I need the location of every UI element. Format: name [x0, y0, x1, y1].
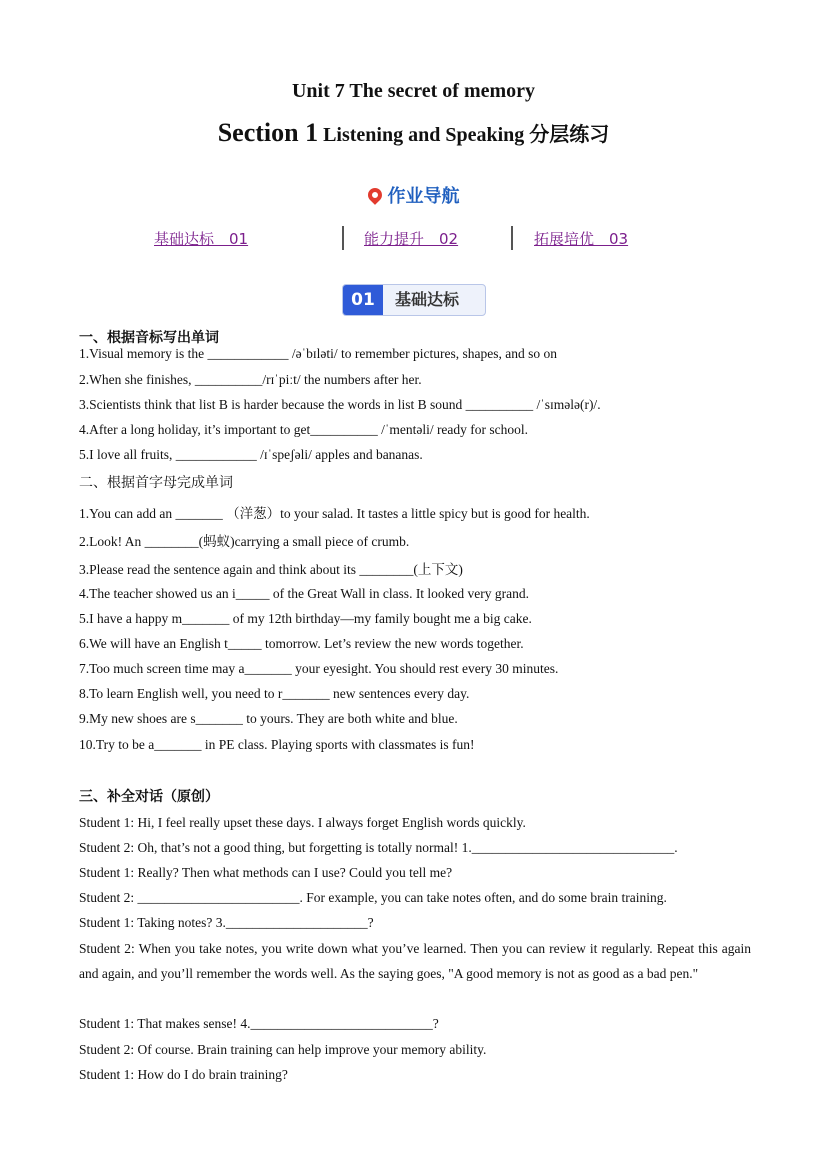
part2-item: 10.Try to be a_______ in PE class. Playing sports with classmates is fun! — [79, 737, 475, 752]
badge-number: 01 — [343, 285, 383, 315]
part2-item: 4.The teacher showed us an i_____ of the Great Wall in class. It looked very grand. — [79, 586, 530, 601]
part1-item: 5.I love all fruits, ____________ /ɪˈspeʃəli/ apples and bananas. — [79, 447, 423, 462]
part1-heading: 一、根据音标写出单词 — [79, 330, 219, 346]
dialogue-line: Student 2: Oh, that’s not a good thing, but forgetting is totally normal! 1.______________________________. — [79, 840, 678, 855]
section-badge — [342, 284, 486, 316]
dialogue-line: Student 1: How do I do brain training? — [79, 1067, 288, 1082]
nav-divider — [511, 226, 513, 250]
dialogue-line: Student 2: ________________________. For example, you can take notes often, and do some brain training. — [79, 890, 667, 905]
part2-item: 7.Too much screen time may a_______ your eyesight. You should rest every 30 minutes. — [79, 661, 559, 676]
nav-divider — [342, 226, 344, 250]
part1-item: 2.When she finishes, __________/rɪˈpiːt/ the numbers after her. — [79, 372, 422, 387]
nav-link-extension[interactable]: 拓展培优 03 — [534, 230, 629, 248]
homework-nav-heading: 作业导航 — [0, 182, 827, 208]
part1-item: 1.Visual memory is the ____________ /əˈbɪləti/ to remember pictures, shapes, and so on — [79, 346, 557, 361]
part2-item: 9.My new shoes are s_______ to yours. They are both white and blue. — [79, 711, 458, 726]
part2-item: 8.To learn English well, you need to r_______ new sentences every day. — [79, 686, 470, 701]
part2-item: 5.I have a happy m_______ of my 12th birthday—my family bought me a big cake. — [79, 611, 532, 626]
part1-item: 3.Scientists think that list B is harder because the words in list B sound __________ /ˈsɪmələ(r)/. — [79, 397, 601, 412]
dialogue-line: Student 1: That makes sense! 4.___________________________? — [79, 1016, 439, 1031]
dialogue-line: Student 1: Taking notes? 3._____________________? — [79, 915, 374, 930]
part2-item: 3.Please read the sentence again and think about its ________(上下文) — [79, 562, 463, 577]
dialogue-line: Student 1: Really? Then what methods can I use? Could you tell me? — [79, 865, 453, 880]
part2-item: 1.You can add an _______ （洋葱）to your salad. It tastes a little spicy but is good for health. — [79, 506, 590, 521]
nav-link-basic[interactable]: 基础达标 01 — [154, 230, 249, 248]
part2-item: 6.We will have an English t_____ tomorrow. Let’s review the new words together. — [79, 636, 524, 651]
dialogue-line: Student 1: Hi, I feel really upset these days. I always forget English words quickly. — [79, 815, 526, 830]
dialogue-line: Student 2: Of course. Brain training can help improve your memory ability. — [79, 1042, 487, 1057]
badge-label: 基础达标 — [395, 290, 460, 309]
part3-heading: 三、补全对话（原创） — [79, 789, 219, 805]
part1-item: 4.After a long holiday, it’s important to get__________ /ˈmentəli/ ready for school. — [79, 422, 529, 437]
nav-link-ability[interactable]: 能力提升 02 — [364, 230, 459, 248]
unit-title: Unit 7 The secret of memory — [291, 80, 536, 102]
location-pin-icon — [365, 185, 385, 205]
section-label: Section 1 — [217, 118, 319, 147]
part2-heading: 二、根据首字母完成单词 — [79, 475, 233, 491]
section-subtitle: Listening and Speaking 分层练习 — [318, 124, 610, 146]
part2-item: 2.Look! An ________(蚂蚁)carrying a small piece of crumb. — [79, 534, 410, 549]
dialogue-line: Student 2: When you take notes, you write down what you’ve learned. Then you can review it regularly. Repeat this again and again, and you’ll remember the words well. As the saying goes, "A good memory is not as good as a bad pen." — [79, 941, 751, 981]
section-title — [0, 118, 827, 148]
